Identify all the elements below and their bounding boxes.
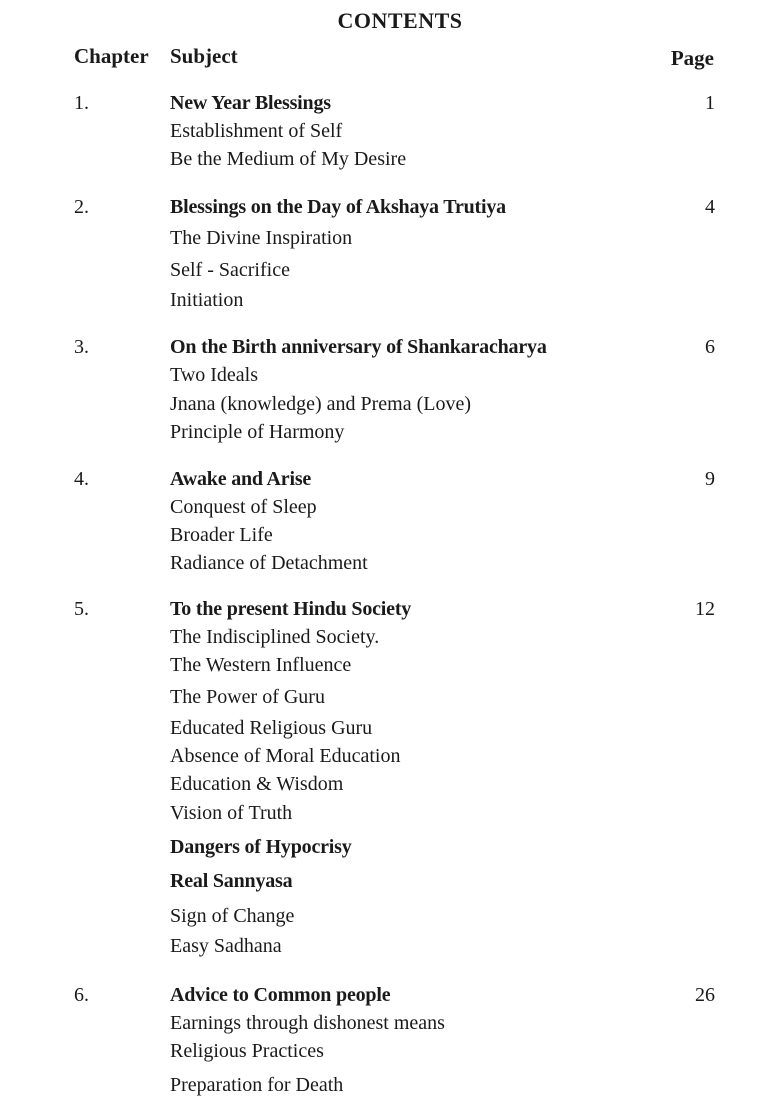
chapter-number: 4.: [74, 468, 89, 490]
subtopic: Sign of Change: [170, 905, 295, 927]
subtopic: The Indisciplined Society.: [170, 626, 380, 648]
subtopic: Two Ideals: [170, 364, 259, 386]
subtopic: Conquest of Sleep: [170, 496, 317, 518]
chapter-number: 2.: [74, 196, 89, 218]
subtopic: The Divine Inspiration: [170, 227, 353, 249]
subtopic: The Western Influence: [170, 654, 352, 676]
chapter-page: 1: [705, 92, 715, 114]
chapter-title: On the Birth anniversary of Shankaracharya: [170, 336, 547, 358]
subtopic: The Power of Guru: [170, 686, 325, 708]
subtopic: Vision of Truth: [170, 802, 293, 824]
chapter-page: 26: [695, 984, 715, 1006]
column-header-page: Page: [670, 46, 714, 70]
subtopic: Jnana (knowledge) and Prema (Love): [170, 393, 471, 415]
chapter-page: 9: [705, 468, 715, 490]
subtopic: Preparation for Death: [170, 1074, 344, 1096]
subtopic: Real Sannyasa: [170, 870, 293, 892]
chapter-number: 5.: [74, 598, 89, 620]
chapter-title: New Year Blessings: [170, 92, 331, 114]
chapter-number: 6.: [74, 984, 89, 1006]
chapter-title: Advice to Common people: [170, 984, 391, 1006]
subtopic: Religious Practices: [170, 1040, 324, 1062]
chapter-number: 1.: [74, 92, 89, 114]
subtopic: Radiance of Detachment: [170, 552, 368, 574]
subtopic: Broader Life: [170, 524, 273, 546]
subtopic: Earnings through dishonest means: [170, 1012, 445, 1034]
page-title: CONTENTS: [337, 8, 463, 33]
subtopic: Self - Sacrifice: [170, 259, 290, 281]
chapter-page: 6: [705, 336, 715, 358]
chapter-title: To the present Hindu Society: [170, 598, 412, 620]
subtopic: Establishment of Self: [170, 120, 343, 142]
chapter-page: 12: [695, 598, 715, 620]
column-header-subject: Subject: [170, 44, 238, 68]
subtopic: Principle of Harmony: [170, 421, 345, 443]
chapter-page: 4: [705, 196, 715, 218]
subtopic: Dangers of Hypocrisy: [170, 836, 352, 858]
chapter-number: 3.: [74, 336, 89, 358]
subtopic: Absence of Moral Education: [170, 745, 401, 767]
chapter-title: Awake and Arise: [170, 468, 312, 490]
subtopic: Educated Religious Guru: [170, 717, 373, 739]
chapter-title: Blessings on the Day of Akshaya Trutiya: [170, 196, 506, 218]
column-header-chapter: Chapter: [74, 44, 149, 68]
subtopic: Education & Wisdom: [170, 773, 344, 795]
subtopic: Initiation: [170, 289, 244, 311]
subtopic: Be the Medium of My Desire: [170, 148, 407, 170]
subtopic: Easy Sadhana: [170, 935, 282, 957]
